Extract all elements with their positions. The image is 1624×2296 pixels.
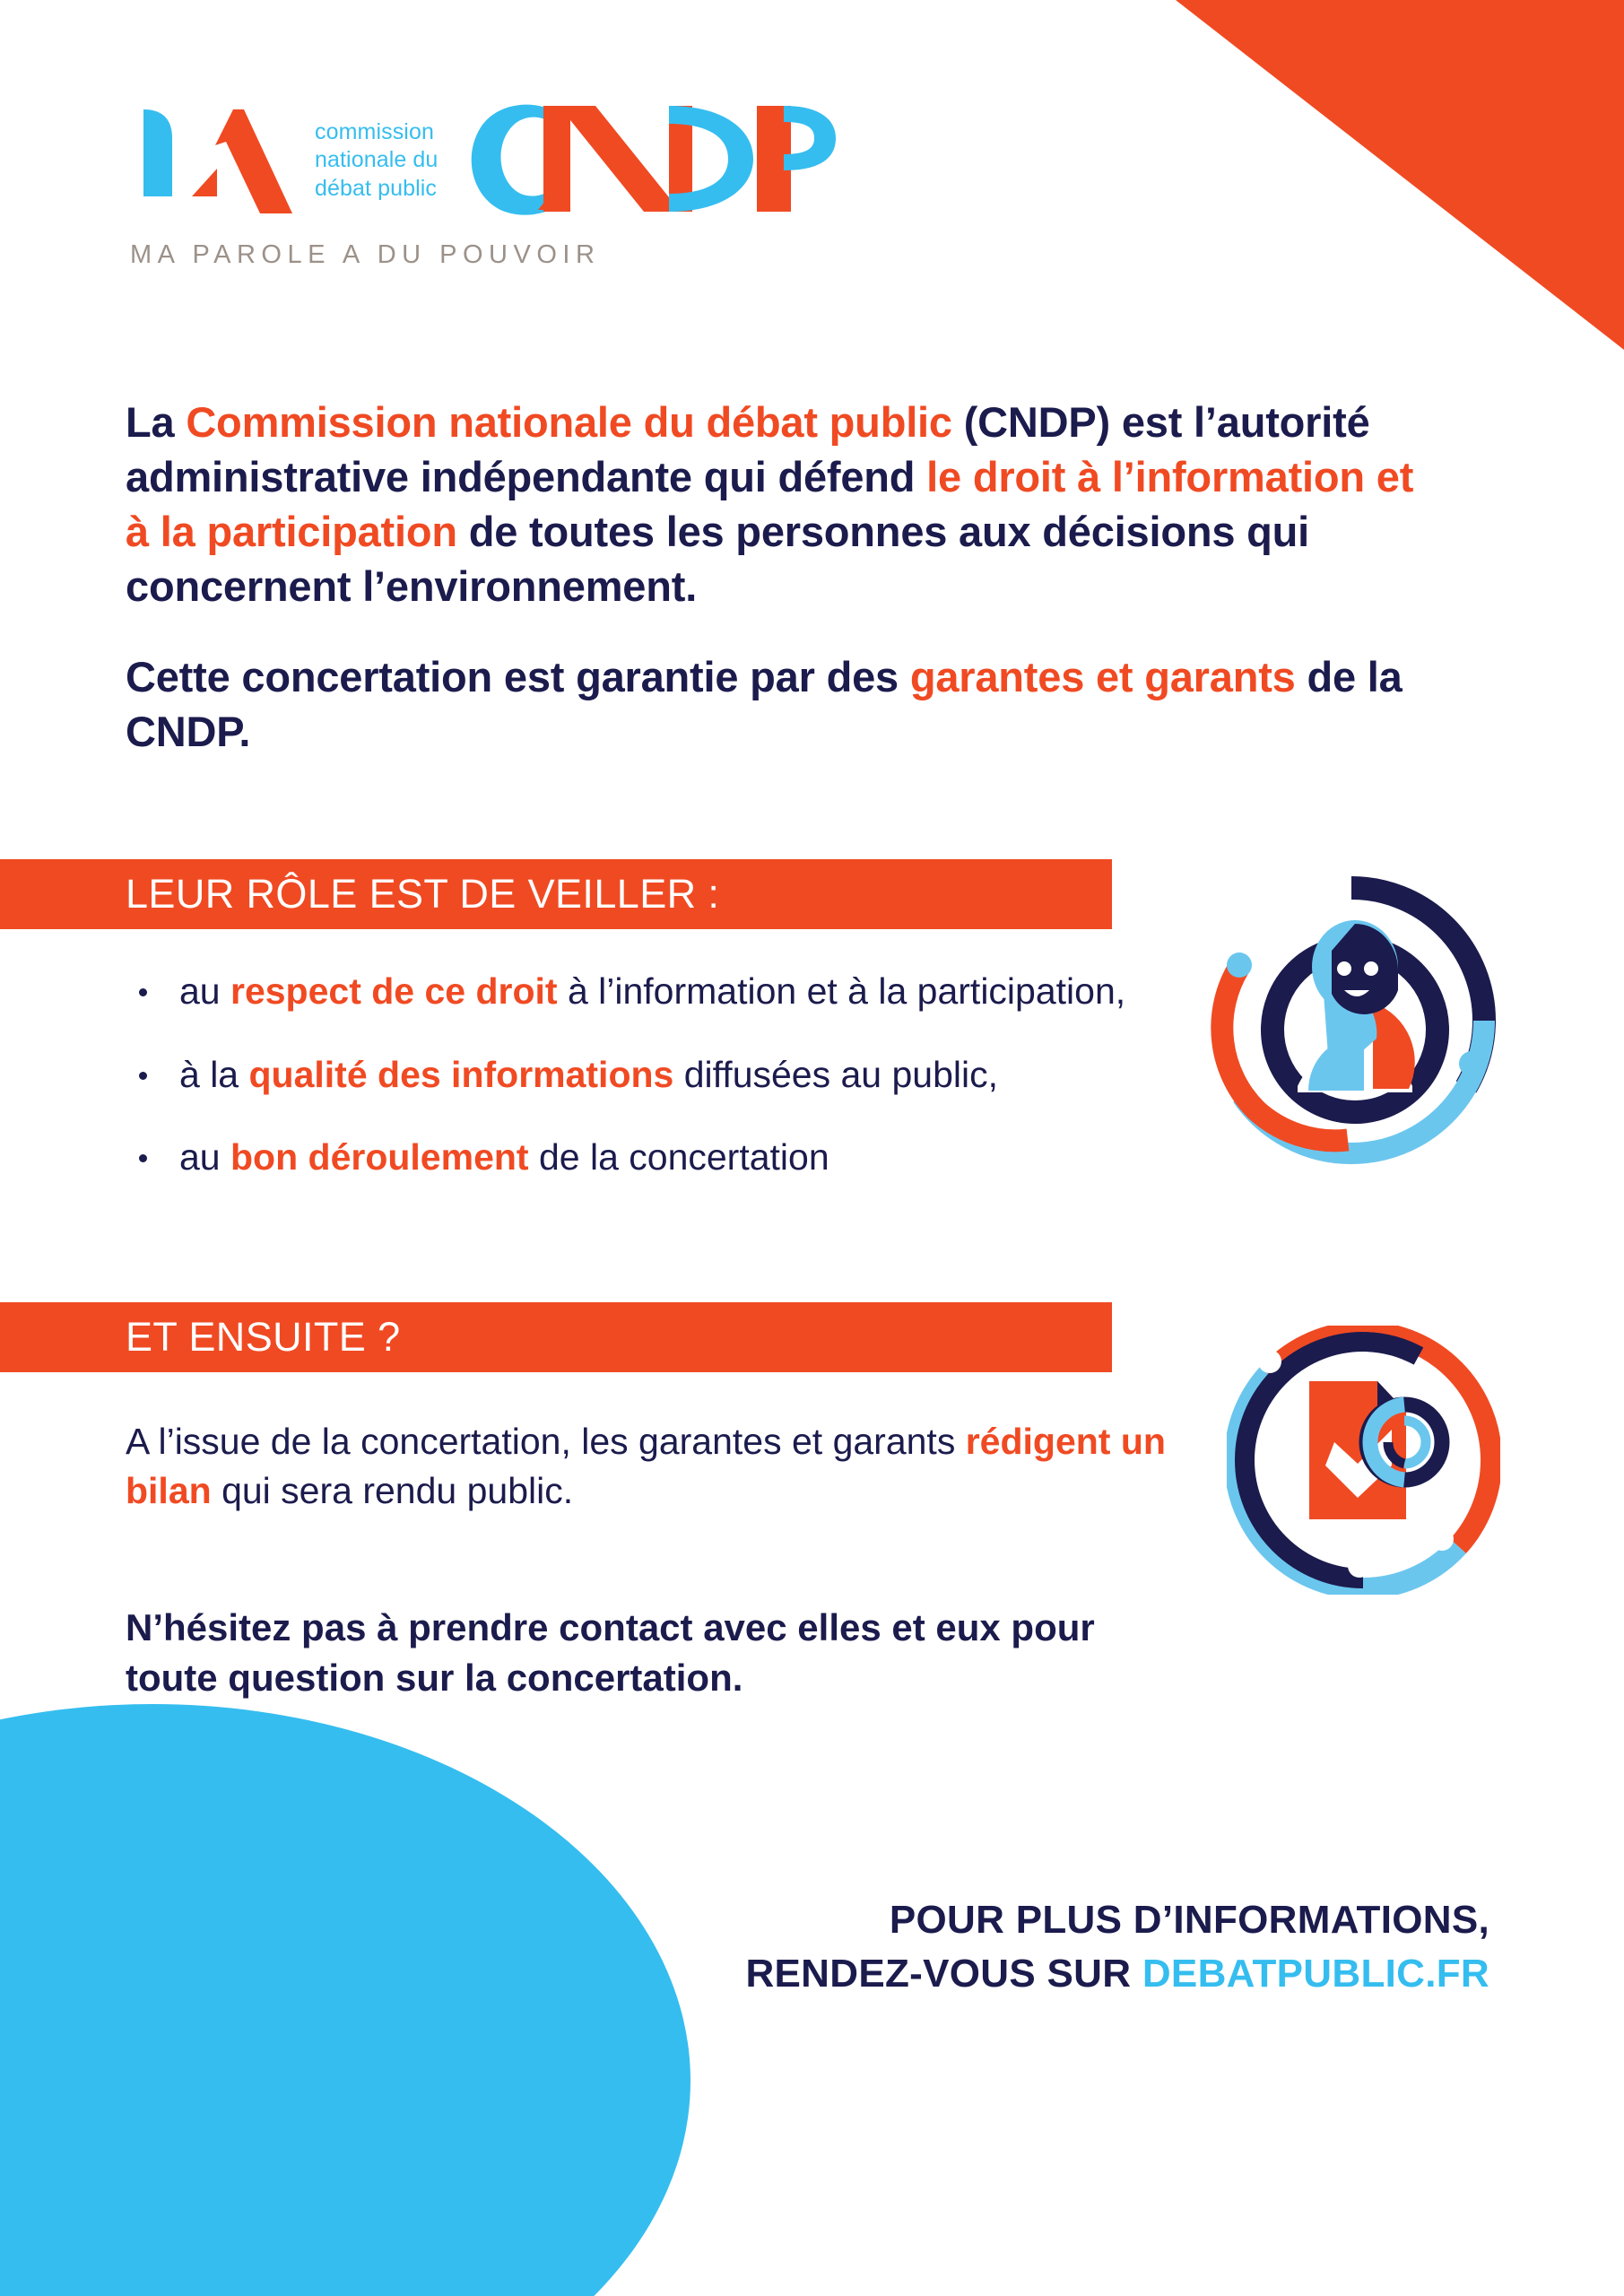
bullet-2-highlight: qualité des informations [248,1053,674,1095]
cndp-logo-block [126,108,838,270]
ensuite-p1-highlight: rédigent un bilan [126,1421,1166,1512]
logo-subtitle-line2: nationale du [315,147,439,173]
intro-p1-part2: (CNDP) est l’autorité administrative indépendante qui défend [126,398,1370,501]
intro-text-block [126,395,1435,760]
logo-tagline: MA PAROLE A DU POUVOIR [130,240,601,269]
bullet-3-part2: de la concertation [528,1136,829,1178]
section-banner-ensuite-title: ET ENSUITE ? [126,1314,401,1360]
list-item [126,967,1184,1016]
logo-subtitle [315,118,438,203]
footer-line-2 [745,1947,1489,2000]
intro-p1-highlight-2: le droit à l’information et à la participation [126,453,1414,556]
intro-paragraph-1 [126,395,1435,613]
logo-subtitle-line1: commission [315,119,434,144]
document-check-clock-icon [1227,1326,1500,1595]
footer-line-2-prefix: RENDEZ-VOUS SUR [745,1951,1142,1996]
bullet-1-part1: au [179,970,230,1012]
cndp-wordmark-icon [461,100,838,217]
bullet-3-highlight: bon déroulement [230,1136,529,1178]
footer-line-1: POUR PLUS D’INFORMATIONS, [889,1898,1489,1943]
ensuite-paragraph-1 [126,1417,1184,1517]
la-monogram-icon [126,108,309,213]
intro-p2-part2: de la CNDP. [126,653,1403,756]
ensuite-p1-part1: A l’issue de la concertation, les garantes et garants [126,1421,966,1462]
section-banner-ensuite [0,1302,1112,1372]
intro-p1-part1: La [126,398,187,446]
footer-website-link[interactable]: DEBATPUBLIC.FR [1142,1951,1489,1996]
ensuite-p1-part2: qui sera rendu public. [211,1470,574,1512]
logo-subtitle-line3: débat public [315,175,438,201]
orange-corner-triangle [1176,0,1624,350]
bullet-1-highlight: respect de ce droit [230,970,558,1012]
intro-p2-highlight-1: garantes et garants [909,653,1296,701]
intro-paragraph-2 [126,649,1435,759]
footer-block [745,1893,1489,2000]
section-banner-role-title: LEUR RÔLE EST DE VEILLER : [126,871,720,917]
bullet-3-part1: au [179,1136,230,1178]
bullet-1-part2: à l’information et à la participation, [557,970,1126,1012]
person-in-circles-icon [1197,868,1507,1169]
ensuite-paragraph-2: N’hésitez pas à prendre contact avec elles et eux pour toute question sur la concertation. [126,1605,1095,1700]
ensuite-text-block [126,1417,1184,1704]
bullet-2-part1: à la [179,1053,249,1095]
list-item [126,1050,1184,1100]
list-item [126,1133,1184,1182]
intro-p2-part1: Cette concertation est garantie par des [126,653,910,701]
intro-p1-highlight-1: Commission nationale du débat public [186,398,952,446]
role-bullet-list [126,967,1184,1182]
bullet-2-part2: diffusées au public, [673,1053,998,1095]
section-banner-role [0,859,1112,929]
blue-corner-blob [0,1704,690,2296]
intro-p1-part3: de toutes les personnes aux décisions qui concernent l’environnement. [126,508,1310,611]
